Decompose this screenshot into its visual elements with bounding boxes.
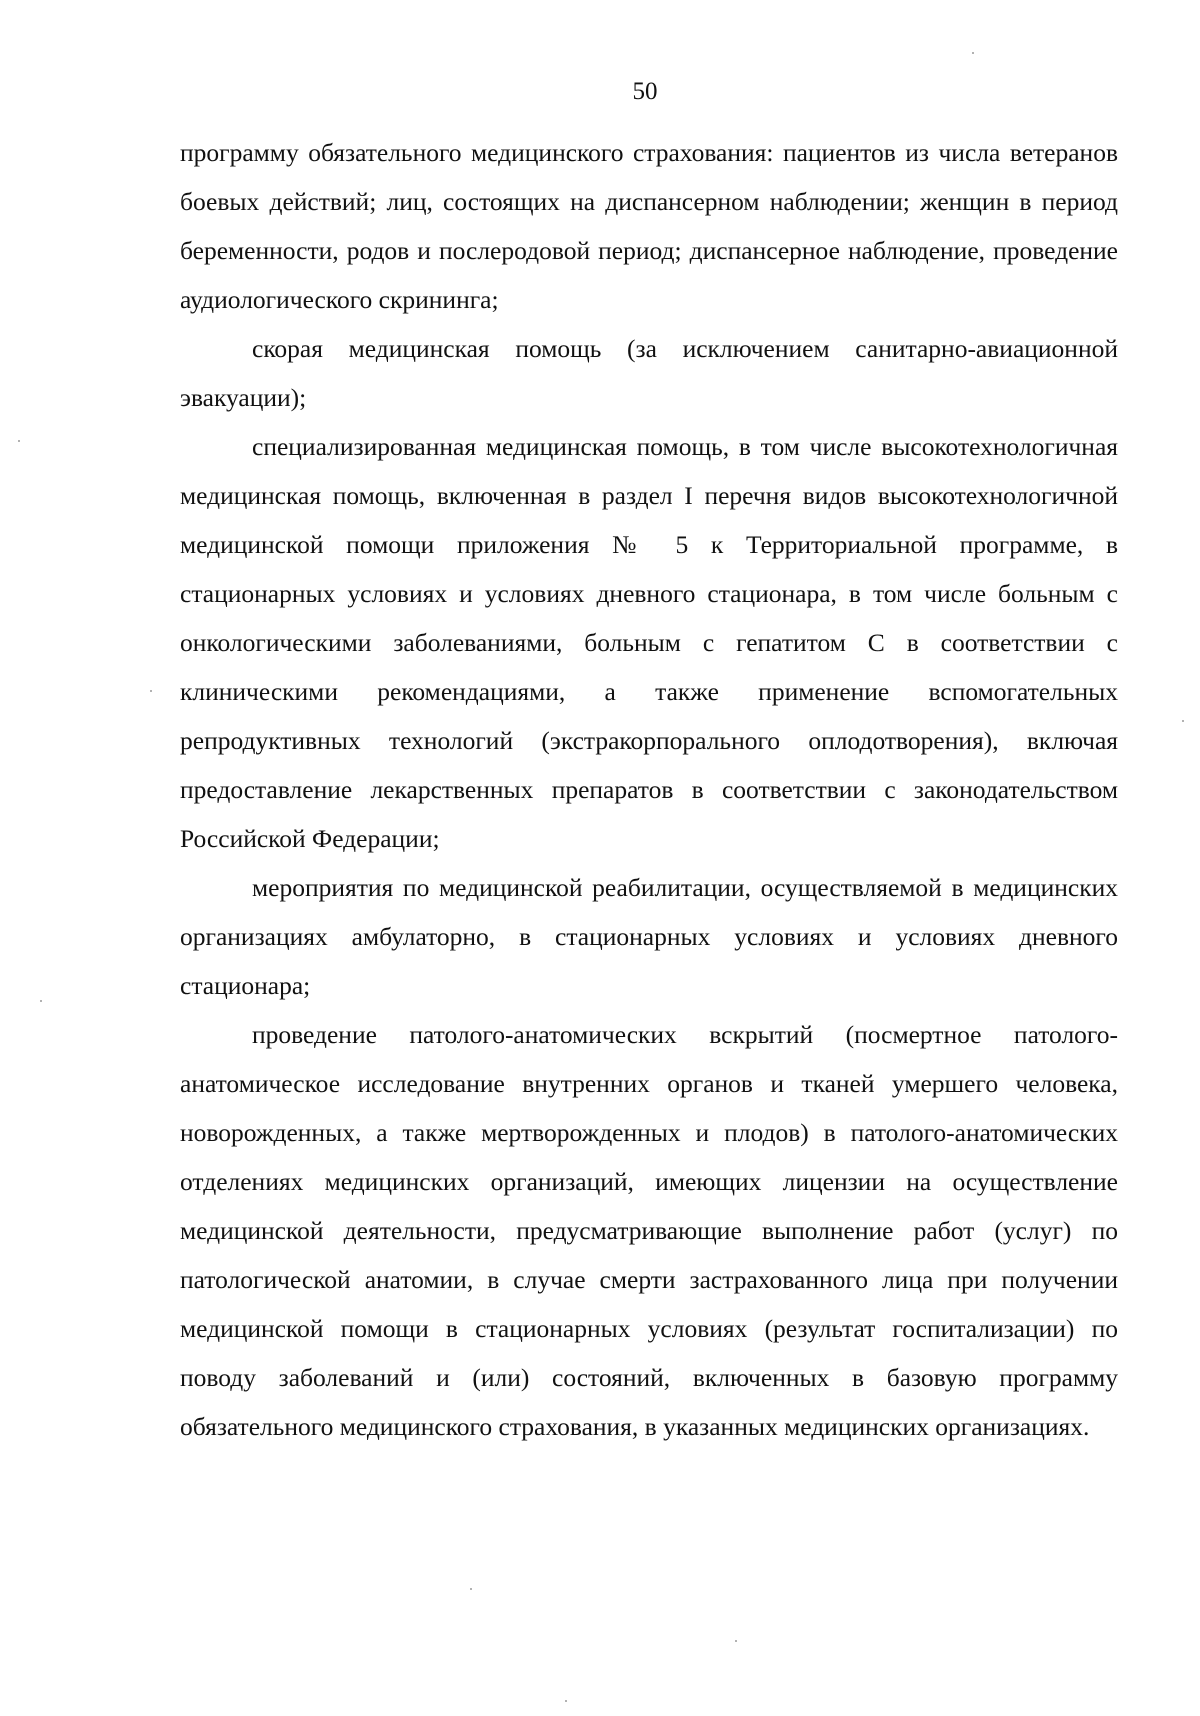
paragraph-5: проведение патолого-анатомических вскрытий (посмертное патолого-анатомическое исследование внутренних органов и тканей умершего человека, новорожденных, а также мертворожденных и плодов) в патолого-анатомических отделениях медицинских организаций, имеющих лицензии на осуществление медицинской деятельности, предусматривающие выполнение работ (услуг) по патологической анатомии, в случае смерти застрахованного лица при получении медицинской помощи в стационарных условиях (результат госпитализации) по поводу заболеваний и (или) состояний, включенных в базовую программу обязательного медицинского страхования, в указанных медицинских организациях. <box>180 1020 1118 1441</box>
paragraph-3: специализированная медицинская помощь, в том числе высокотехнологичная медицинская помощь, включенная в раздел I перечня видов высокотехнологичной медицинской помощи приложения № 5 к Территориальной программе, в стационарных условиях и условиях дневного стационара, в том числе больным с онкологическими заболеваниями, больным с гепатитом С в соответствии с клиническими рекомендациями, а также применение вспомогательных репродуктивных технологий (экстракорпорального оплодотворения), включая предоставление лекарственных препаратов в соответствии с законодательством Российской Федерации; <box>180 432 1118 853</box>
scan-speck <box>18 440 20 442</box>
scan-speck <box>565 1700 567 1702</box>
scan-speck <box>1182 720 1184 722</box>
paragraph-4: мероприятия по медицинской реабилитации, осуществляемой в медицинских организациях амбулаторно, в стационарных условиях и условиях дневного стационара; <box>180 873 1118 1000</box>
scan-speck <box>150 690 152 692</box>
scan-speck <box>735 1640 737 1642</box>
scan-speck <box>972 52 974 54</box>
page-number: 50 <box>632 78 658 105</box>
scan-speck <box>470 1588 472 1590</box>
paragraph-2: скорая медицинская помощь (за исключением санитарно-авиационной эвакуации); <box>180 334 1118 412</box>
document-body <box>180 128 1118 1451</box>
scan-speck <box>40 1000 42 1002</box>
paragraph-1: программу обязательного медицинского страхования: пациентов из числа ветеранов боевых действий; лиц, состоящих на диспансерном наблюдении; женщин в период беременности, родов и послеродовой период; диспансерное наблюдение, проведение аудиологического скрининга; <box>180 138 1118 314</box>
